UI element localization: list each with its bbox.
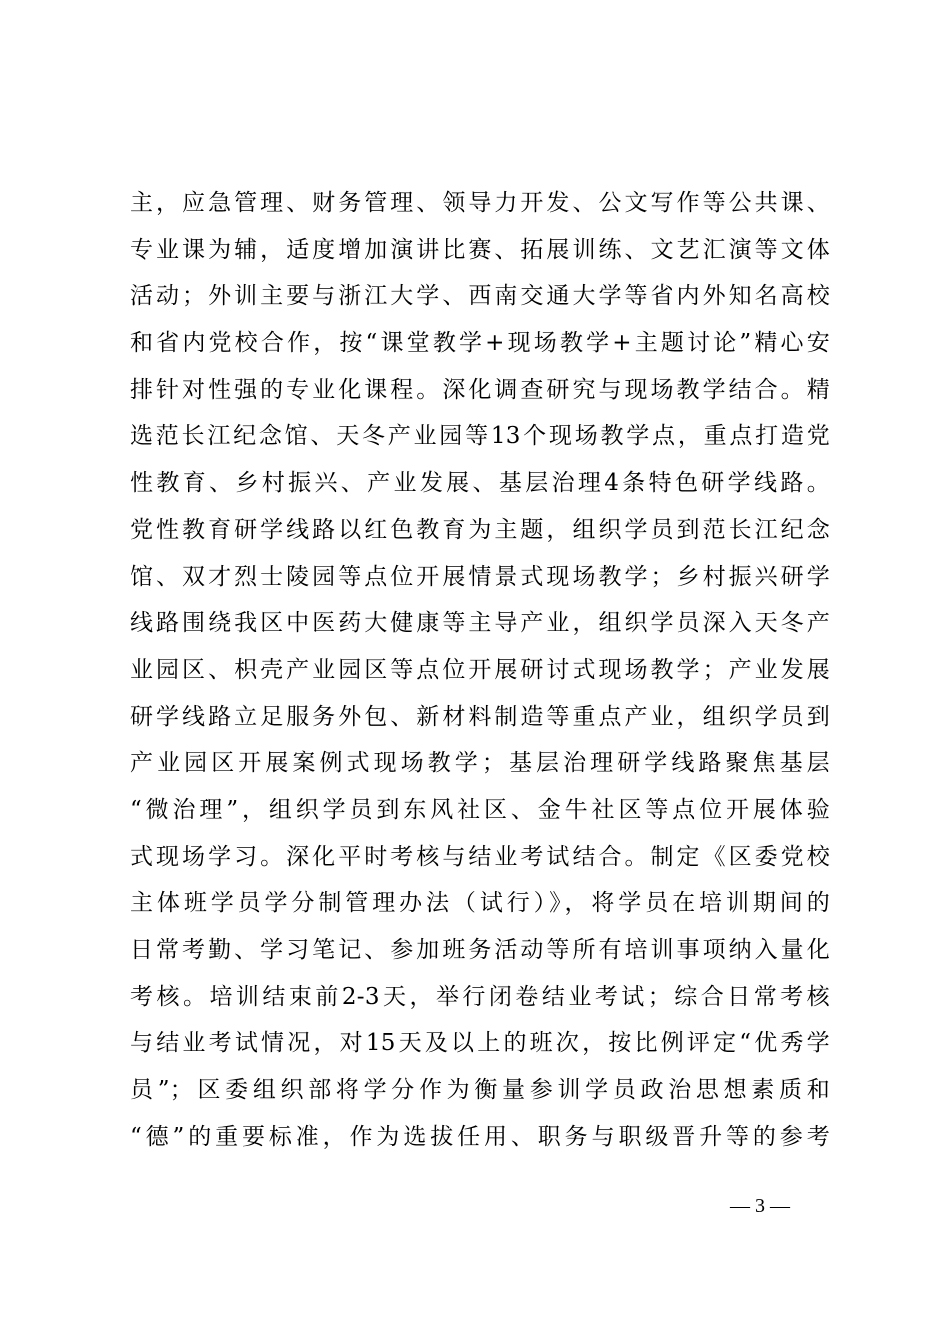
text-line: 选范长江纪念馆、天冬产业园等13个现场教学点，重点打造党	[130, 423, 830, 450]
body-text	[130, 180, 830, 1160]
text-line: 主，应急管理、财务管理、领导力开发、公文写作等公共课、	[130, 190, 830, 216]
page-number: — 3 —	[730, 1195, 790, 1217]
text-line: 研学线路立足服务外包、新材料制造等重点产业，组织学员到	[130, 703, 830, 730]
text-line: 性教育、乡村振兴、产业发展、基层治理4条特色研学线路。	[130, 470, 830, 497]
text-line: 党性教育研学线路以红色教育为主题，组织学员到范长江纪念	[130, 516, 830, 543]
text-line: 活动；外训主要与浙江大学、西南交通大学等省内外知名高校	[130, 283, 830, 310]
text-line: 日常考勤、学习笔记、参加班务活动等所有培训事项纳入量化	[130, 937, 830, 963]
text-line: “德”的重要标准，作为选拔任用、职务与职级晋升等的参考	[130, 1123, 830, 1150]
text-line: 馆、双才烈士陵园等点位开展情景式现场教学；乡村振兴研学	[130, 563, 830, 590]
text-line: 与结业考试情况，对15天及以上的班次，按比例评定“优秀学	[130, 1030, 830, 1057]
text-line: 排针对性强的专业化课程。深化调查研究与现场教学结合。精	[130, 376, 830, 403]
text-line: 式现场学习。深化平时考核与结业考试结合。制定《区委党校	[130, 843, 830, 870]
text-line: 主体班学员学分制管理办法（试行）》，将学员在培训期间的	[130, 890, 830, 917]
text-line: 专业课为辅，适度增加演讲比赛、拓展训练、文艺汇演等文体	[130, 236, 830, 263]
text-line: 考核。培训结束前2-3天，举行闭卷结业考试；综合日常考核	[130, 983, 830, 1010]
text-line: 产业园区开展案例式现场教学；基层治理研学线路聚焦基层	[130, 750, 830, 777]
text-line: 员”；区委组织部将学分作为衡量参训学员政治思想素质和	[130, 1077, 830, 1104]
text-line: 和省内党校合作，按“课堂教学+现场教学+主题讨论”精心安	[130, 330, 830, 357]
text-line: “微治理”，组织学员到东风社区、金牛社区等点位开展体验	[130, 796, 830, 823]
text-line: 线路围绕我区中医药大健康等主导产业，组织学员深入天冬产	[130, 610, 830, 637]
text-line: 业园区、枳壳产业园区等点位开展研讨式现场教学；产业发展	[130, 656, 830, 683]
